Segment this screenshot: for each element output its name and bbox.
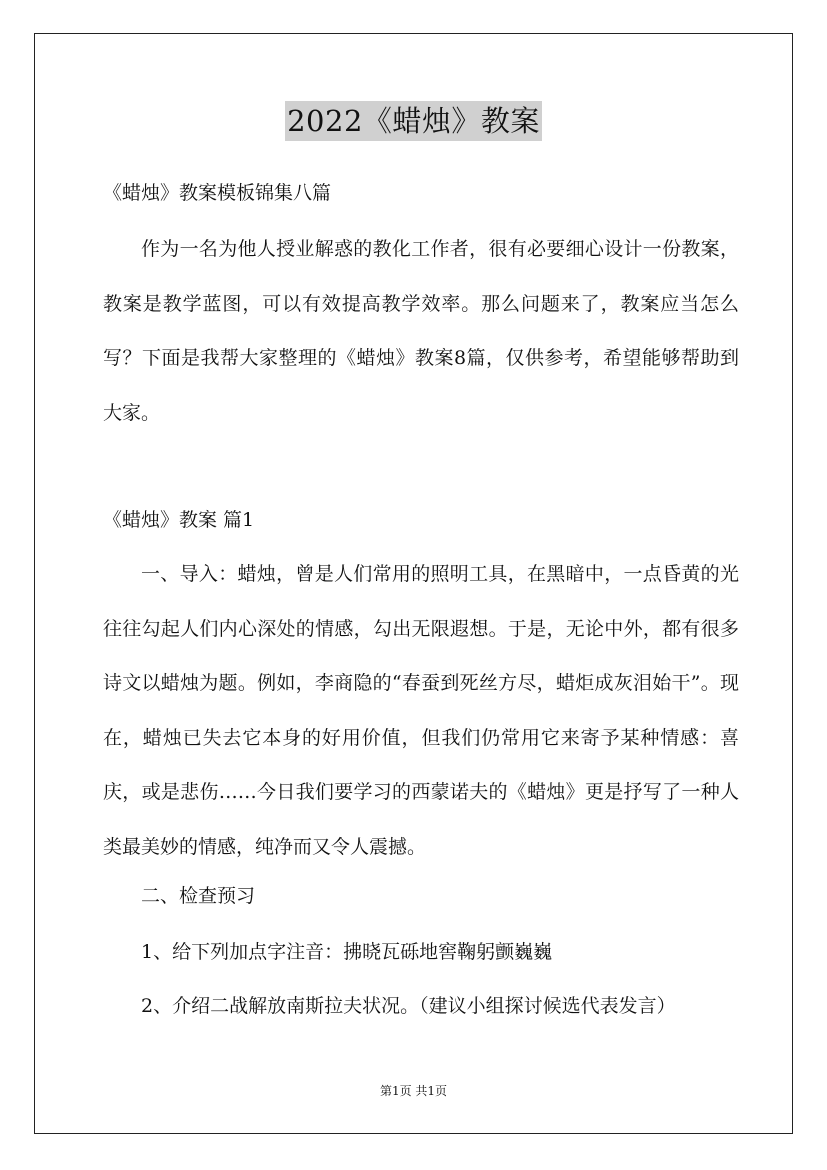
section-item: 1、给下列加点字注音：拂晓瓦砾地窖鞠躬颤巍巍 <box>141 941 553 963</box>
intro-paragraph: 作为一名为他人授业解惑的教化工作者，很有必要细心设计一份教案，教案是教学蓝图，可以有效提高教学效率。那么问题来了，教案应当怎么写？下面是我帮大家整理的《蜡烛》教案8篇，仅供参考，希望能够帮助到大家。 <box>103 238 739 424</box>
section-paragraph: 一、导入：蜡烛，曾是人们常用的照明工具，在黑暗中，一点昏黄的光往往勾起人们内心深处的情感，勾出无限遐想。于是，无论中外，都有很多诗文以蜡烛为题。例如，李商隐的“春蚕到死丝方尽，蜡炬成灰泪始干”。现在，蜡烛已失去它本身的好用价值，但我们仍常用它来寄予某种情感：喜庆，或是悲伤……今日我们要学习的西蒙诺夫的《蜡烛》更是抒写了一种人类最美妙的情感，纯净而又令人震撼。 <box>103 563 739 858</box>
document-subtitle: 《蜡烛》教案模板锦集八篇 <box>103 182 332 204</box>
document-title: 2022《蜡烛》教案 <box>285 101 542 141</box>
section-item: 二、检查预习 <box>141 885 256 907</box>
section-heading: 《蜡烛》教案 篇1 <box>103 509 255 531</box>
title-container <box>0 101 827 141</box>
page-footer: 第1页 共1页 <box>379 1084 448 1098</box>
section-item: 2、介绍二战解放南斯拉夫状况。（建议小组探讨候选代表发言） <box>141 995 676 1017</box>
